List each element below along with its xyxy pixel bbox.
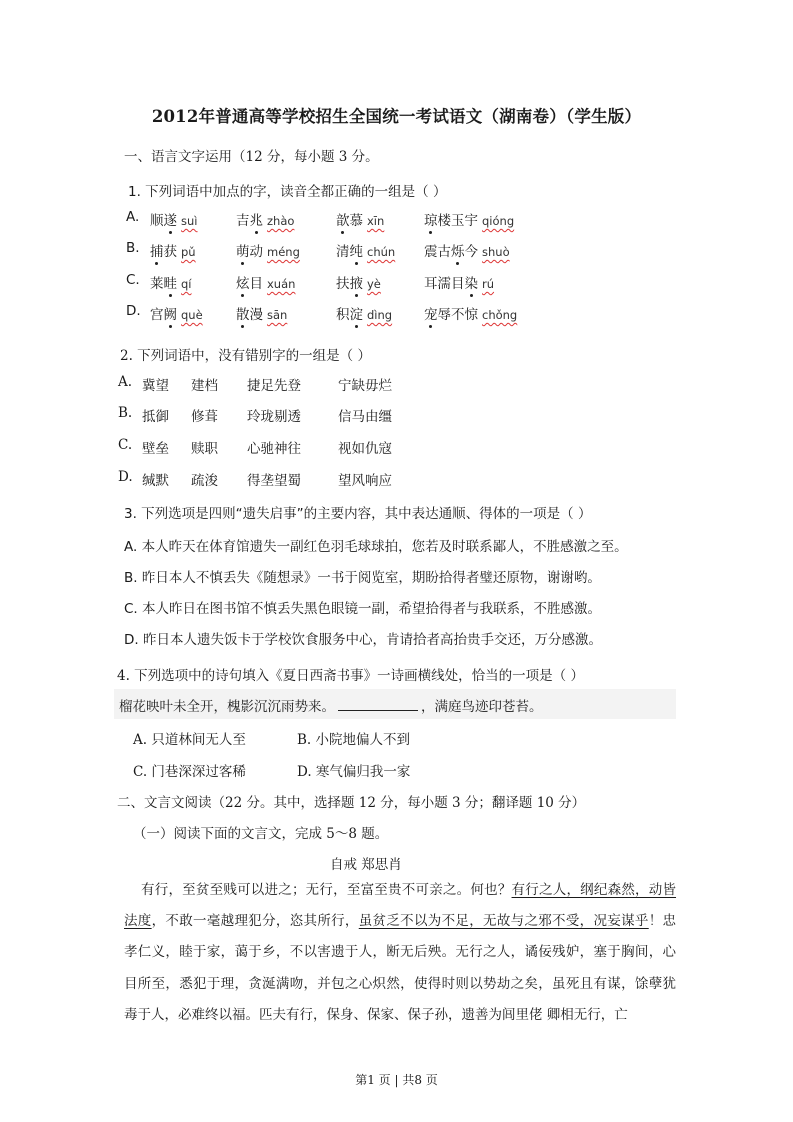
- character: 畦: [164, 272, 178, 292]
- character: 震: [424, 244, 438, 260]
- essay-title: 自戒 郑思肖: [330, 857, 402, 873]
- pinyin: xīn: [367, 214, 385, 228]
- character: 漫: [249, 307, 263, 323]
- poem-before: 榴花映叶未全开，槐影沉沉雨势来。: [119, 699, 335, 715]
- pinyin: chǒng: [482, 308, 518, 322]
- word-option: 信马由缰: [338, 409, 392, 425]
- word-option: 赎职: [191, 441, 218, 457]
- pinyin: dìng: [367, 308, 393, 322]
- text-run: 有行，至贫至贱可以进之；无行，至富至贵不可亲之。何也？: [141, 882, 512, 898]
- option-text: C. 本人昨日在图书馆不慎丢失黑色眼镜一副，希望拾得者与我联系，不胜感激。: [124, 601, 602, 617]
- pinyin: shuò: [482, 245, 510, 259]
- option-text: B. 小院地偏人不到: [297, 732, 411, 748]
- essay-paragraph: [124, 875, 676, 1031]
- character: 古: [437, 244, 451, 260]
- section-heading: 二、文言文阅读（22 分。其中，选择题 12 分，每小题 3 分；翻译题 10 分）: [117, 795, 586, 811]
- option-text: B. 昨日本人不慎丢失《随想录》一书于阅览室，期盼拾得者璧还原物，谢谢哟。: [124, 570, 601, 586]
- character: 纯: [350, 240, 364, 260]
- word-option: 玲珑剔透: [247, 409, 301, 425]
- word-option: 修葺: [191, 409, 218, 425]
- question-stem: 1. 下列词语中加点的字，读音全都正确的一组是（ ）: [128, 184, 447, 200]
- character: 目: [451, 276, 465, 292]
- word-with-pinyin: [236, 303, 287, 323]
- character: 掖: [350, 272, 364, 292]
- option-text: C. 门巷深深过客稀: [133, 764, 246, 780]
- word-with-pinyin: [336, 272, 381, 292]
- text-run: ，不敢一毫越理犯分，恣其所行，: [151, 913, 359, 930]
- option-label: A.: [118, 374, 133, 390]
- word-with-pinyin: [336, 303, 392, 323]
- word-with-pinyin: [424, 209, 514, 229]
- character: 目: [249, 276, 263, 292]
- underlined-text: 有行之人，纲纪森然，动皆法度: [124, 882, 677, 930]
- question-stem: 4. 下列选项中的诗句填入《夏日西斋书事》一诗画横线处，恰当的一项是（ ）: [117, 668, 584, 684]
- character: 积: [336, 307, 350, 323]
- question-stem: 2. 下列词语中，没有错别字的一组是（ ）: [120, 348, 371, 364]
- character: 遂: [164, 209, 178, 229]
- word-with-pinyin: [236, 240, 300, 260]
- character: 扶: [336, 276, 350, 292]
- word-option: 建档: [191, 378, 218, 394]
- option-label: C.: [126, 272, 140, 288]
- character: 玉: [451, 213, 465, 229]
- pinyin: què: [181, 308, 203, 322]
- option-label: C.: [118, 437, 133, 453]
- word-option: 心驰神往: [247, 441, 301, 457]
- option-text: A. 本人昨天在体育馆遗失一副红色羽毛球球拍，您若及时联系鄙人，不胜感激之至。: [124, 539, 628, 555]
- character: 获: [163, 244, 177, 260]
- poem-line: [119, 695, 543, 715]
- character: 惊: [464, 307, 478, 323]
- pinyin: rú: [482, 277, 495, 291]
- pinyin: yè: [367, 277, 381, 291]
- word-with-pinyin: [236, 272, 295, 292]
- character: 楼: [437, 213, 451, 229]
- word-with-pinyin: [150, 240, 196, 260]
- pinyin: pǔ: [181, 245, 196, 259]
- character: 歆: [336, 209, 350, 229]
- pinyin: qióng: [482, 214, 515, 228]
- character: 染: [465, 272, 479, 292]
- character: 慕: [349, 213, 363, 229]
- question-stem: 3. 下列选项是四则“遗失启事”的主要内容，其中表达通顺、得体的一项是（ ）: [124, 506, 592, 522]
- character: 耳: [424, 276, 438, 292]
- character: 清: [336, 244, 350, 260]
- character: 炫: [236, 272, 250, 292]
- word-with-pinyin: [150, 209, 197, 229]
- word-option: 壁垒: [142, 441, 169, 457]
- character: 今: [464, 244, 478, 260]
- option-label: D.: [118, 469, 133, 485]
- pinyin: méng: [267, 245, 300, 259]
- section-heading: 一、语言文字运用（12 分，每小题 3 分。: [124, 149, 379, 165]
- pinyin: zhào: [267, 214, 295, 228]
- character: 宫: [150, 307, 164, 323]
- option-text: A. 只道林间无人至: [133, 732, 246, 748]
- character: 琼: [424, 209, 438, 229]
- page-title: 2012年普通高等学校招生全国统一考试语文（湖南卷）（学生版）: [151, 107, 642, 126]
- page-footer: 第1 页 | 共8 页: [355, 1073, 438, 1087]
- word-with-pinyin: [150, 303, 203, 323]
- word-option: 捷足先登: [247, 378, 301, 394]
- character: 散: [236, 303, 250, 323]
- character: 辱: [437, 307, 451, 323]
- character: 宇: [464, 213, 478, 229]
- word-with-pinyin: [424, 272, 494, 292]
- word-with-pinyin: [150, 272, 192, 292]
- character: 顺: [150, 213, 164, 229]
- word-with-pinyin: [336, 209, 384, 229]
- character: 不: [451, 307, 465, 323]
- word-option: 得垄望蜀: [247, 473, 301, 489]
- character: 兆: [250, 209, 264, 229]
- character: 濡: [437, 276, 451, 292]
- character: 捕: [150, 240, 164, 260]
- character: 淀: [350, 303, 364, 323]
- pinyin: suì: [181, 214, 198, 228]
- option-label: B.: [126, 240, 140, 256]
- character: 宠: [424, 303, 438, 323]
- word-option: 宁缺毋烂: [338, 378, 392, 394]
- character: 动: [249, 244, 263, 260]
- option-text: D. 昨日本人遗失饭卡于学校饮食服务中心，肯请拾者高抬贵手交还，万分感激。: [124, 632, 602, 648]
- word-with-pinyin: [236, 209, 294, 229]
- character: 莱: [150, 276, 164, 292]
- word-option: 冀望: [142, 378, 169, 394]
- pinyin: qí: [181, 277, 192, 291]
- pinyin: sān: [267, 308, 288, 322]
- character: 吉: [236, 213, 250, 229]
- word-with-pinyin: [336, 240, 395, 260]
- option-label: A.: [126, 209, 140, 225]
- word-with-pinyin: [424, 240, 510, 260]
- option-label: D.: [126, 303, 141, 319]
- fill-blank: [338, 698, 418, 711]
- word-option: 缄默: [142, 473, 169, 489]
- character: 萌: [236, 240, 250, 260]
- character: 阙: [164, 303, 178, 323]
- option-label: B.: [118, 405, 133, 421]
- poem-after: ，满庭鸟迹印苍苔。: [421, 699, 543, 715]
- pinyin: chún: [367, 245, 396, 259]
- underlined-text: 虽贫乏不以为不足，无故与之邪不受，况妄谋乎: [358, 913, 649, 930]
- word-option: 视如仇寇: [338, 441, 392, 457]
- word-option: 疏浚: [191, 473, 218, 489]
- pinyin: xuán: [267, 277, 296, 291]
- option-text: D. 寒气偏归我一家: [297, 764, 411, 780]
- text-run: ！忠孝仁义，睦于家，蔼于乡，不以害遗于人，断无后殃。无行之人，谲佞残妒，塞于胸间，心目所至，悉犯于理，贪涎满吻，并包之心炽然，使得时则以势劫之矣，虽死且有谋，馀孽犹毒于人，必难终以福。匹夫有行，保身、保家、保子孙，遗善为闾里佬 卿相无行，亡: [124, 913, 677, 1023]
- subsection-heading: （一）阅读下面的文言文，完成 5～8 题。: [133, 826, 389, 842]
- word-option: 抵御: [142, 409, 169, 425]
- word-option: 望风响应: [338, 473, 392, 489]
- word-with-pinyin: [424, 303, 517, 323]
- character: 烁: [451, 240, 465, 260]
